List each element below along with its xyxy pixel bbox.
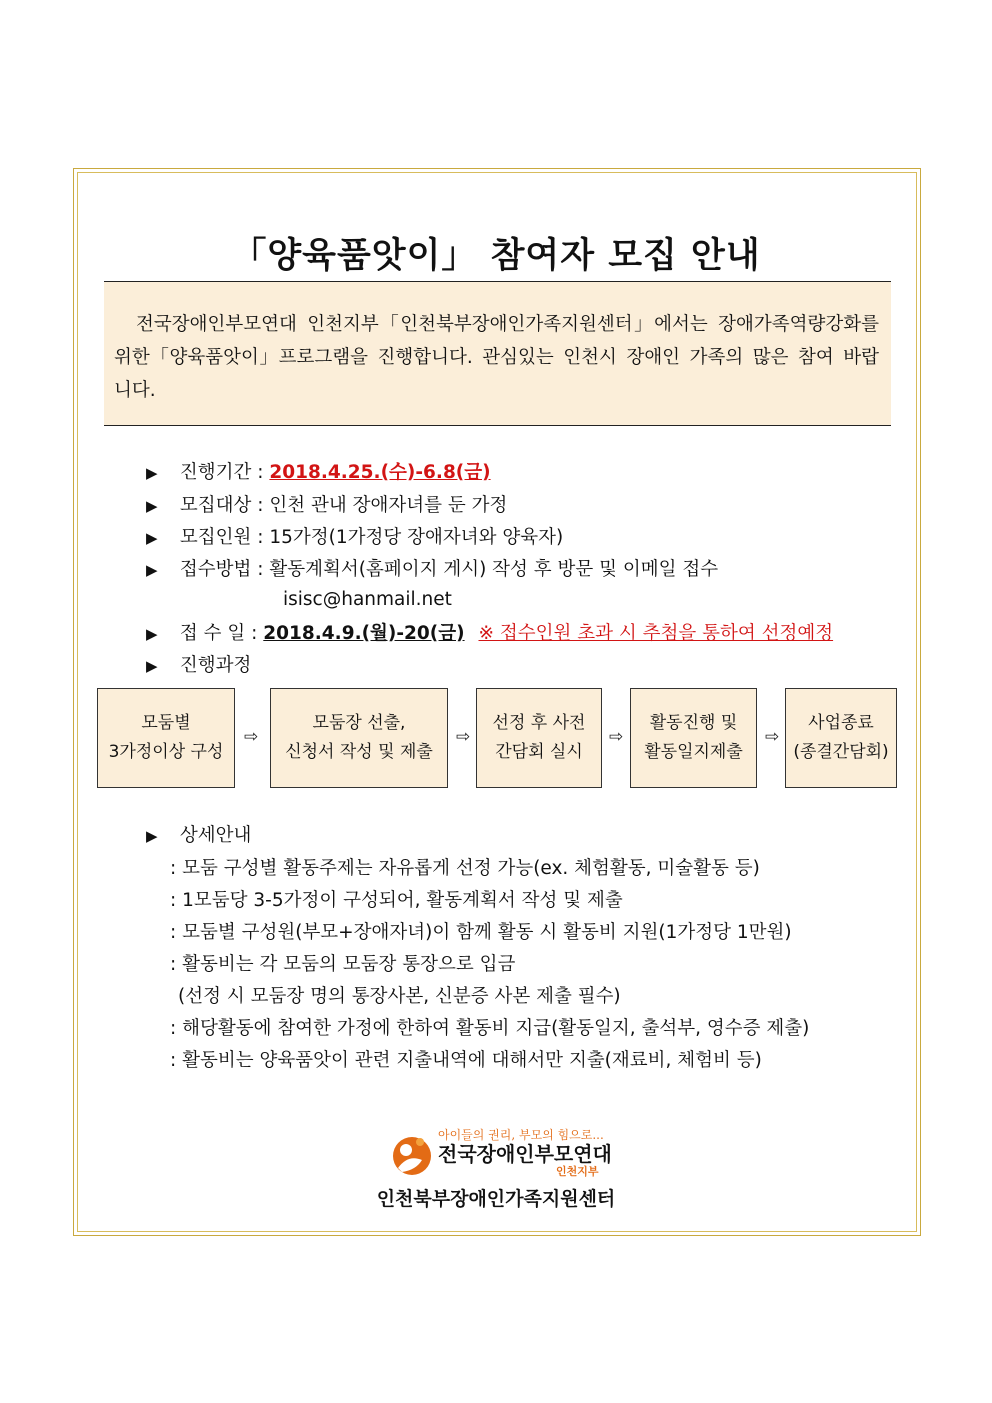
organization-name: 인천북부장애인가족지원센터	[376, 1188, 616, 1210]
receipt-label: 접 수 일 :	[179, 623, 258, 644]
step-arrow-icon: ⇨	[456, 727, 471, 747]
step-text: 사업종료 (종결간담회)	[793, 713, 889, 762]
method-row	[146, 557, 718, 583]
bullet-icon: ▶	[146, 464, 158, 482]
detail-line: : 해당활동에 참여한 가정에 한하여 활동비 지급(활동일지, 출석부, 영수증 제출)	[170, 1018, 810, 1039]
method-value: 활동계획서(홈페이지 게시) 작성 후 방문 및 이메일 접수	[269, 559, 719, 580]
detail-line: (선정 시 모둠장 명의 통장사본, 신분증 사본 제출 필수)	[178, 986, 621, 1007]
step-text: 모둠장 선출, 신청서 작성 및 제출	[285, 713, 433, 762]
target-value: 인천 관내 장애자녀를 둔 가정	[269, 495, 508, 516]
bullet-icon: ▶	[146, 827, 158, 845]
step-arrow-icon: ⇨	[609, 727, 624, 747]
logo-slogan: 아이들의 권리, 부모의 힘으로...	[438, 1128, 604, 1142]
receipt-note: ※ 접수인원 초과 시 추첨을 통하여 선정예정	[478, 623, 834, 644]
method-label: 접수방법 :	[179, 559, 264, 580]
logo-branch: 인천지부	[556, 1165, 599, 1178]
email-address: isisc@hanmail.net	[283, 589, 452, 610]
target-row	[146, 493, 507, 519]
step-text: 선정 후 사전 간담회 실시	[492, 713, 586, 762]
detail-row	[146, 823, 251, 849]
step-box-4	[630, 688, 757, 788]
bullet-icon: ▶	[146, 625, 158, 643]
step-box-5	[785, 688, 897, 788]
detail-line: : 1모둠당 3-5가정이 구성되어, 활동계획서 작성 및 제출	[170, 890, 623, 911]
target-label: 모집대상 :	[179, 495, 264, 516]
count-label: 모집인원 :	[179, 527, 264, 548]
step-arrow-icon: ⇨	[244, 727, 259, 747]
period-row	[146, 460, 491, 486]
step-box-3	[476, 688, 602, 788]
receipt-value: 2018.4.9.(월)-20(금)	[263, 623, 465, 644]
process-row	[146, 653, 251, 679]
bullet-icon: ▶	[146, 657, 158, 675]
intro-text: 전국장애인부모연대 인천지부「인천북부장애인가족지원센터」에서는 장애가족역량강화를 위한「양육품앗이」프로그램을 진행합니다. 관심있는 인천시 장애인 가족의 많은 참여 바랍니다.	[114, 314, 879, 401]
step-arrow-icon: ⇨	[765, 727, 780, 747]
process-label: 진행과정	[179, 655, 252, 676]
logo-name: 전국장애인부모연대	[438, 1142, 612, 1166]
count-row	[146, 525, 563, 551]
bullet-icon: ▶	[146, 529, 158, 547]
intro-box	[104, 281, 891, 426]
period-label: 진행기간 :	[179, 462, 264, 483]
step-box-2	[270, 688, 448, 788]
bullet-icon: ▶	[146, 561, 158, 579]
step-box-1	[97, 688, 235, 788]
step-text: 모둠별 3가정이상 구성	[108, 713, 224, 762]
receipt-row	[146, 621, 833, 647]
count-value: 15가정(1가정당 장애자녀와 양육자)	[269, 527, 564, 548]
bullet-icon: ▶	[146, 497, 158, 515]
detail-label: 상세안내	[179, 825, 252, 846]
detail-line: : 모둠별 구성원(부모+장애자녀)이 함께 활동 시 활동비 지원(1가정당 1만원)	[170, 922, 792, 943]
page-title: 「양육품앗이」 참여자 모집 안내	[231, 236, 761, 276]
detail-line: : 모둠 구성별 활동주제는 자유롭게 선정 가능(ex. 체험활동, 미술활동 등)	[170, 858, 760, 879]
step-text: 활동진행 및 활동일지제출	[644, 713, 743, 762]
detail-line: : 활동비는 각 모둠의 모둠장 통장으로 입금	[170, 954, 516, 975]
detail-line: : 활동비는 양육품앗이 관련 지출내역에 대해서만 지출(재료비, 체험비 등)	[170, 1050, 762, 1071]
period-value: 2018.4.25.(수)-6.8(금)	[269, 462, 491, 483]
